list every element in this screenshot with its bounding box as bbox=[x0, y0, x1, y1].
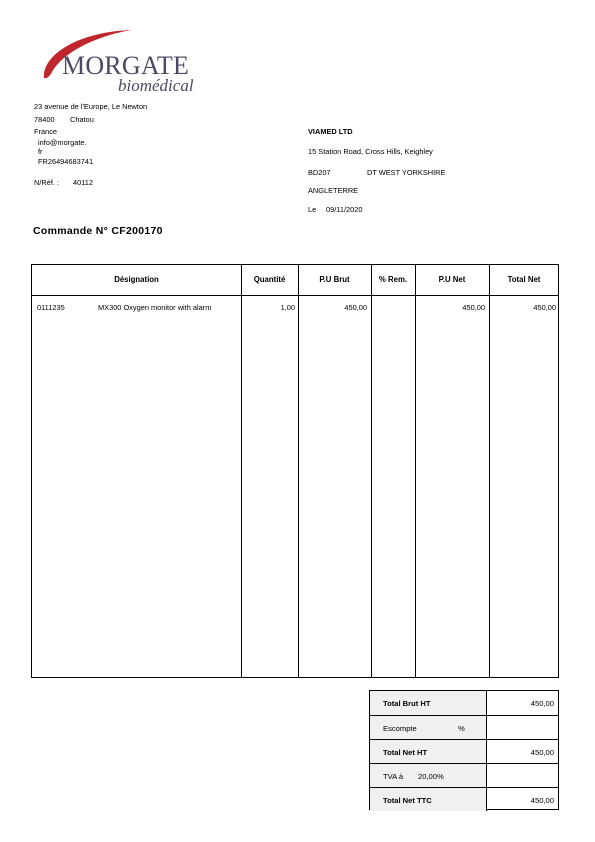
recipient-region: DT WEST YORKSHIRE bbox=[367, 168, 446, 177]
header-pu-net: P.U Net bbox=[438, 275, 466, 284]
company-email-tld: fr bbox=[38, 147, 43, 156]
header-total-net: Total Net bbox=[507, 275, 541, 284]
totals-box bbox=[369, 690, 559, 810]
total-net-ht-value: 450,00 bbox=[530, 748, 554, 757]
total-net-ht-row bbox=[370, 739, 558, 763]
company-address: 23 avenue de l'Europe, Le Newton bbox=[34, 102, 148, 111]
tva-label: TVA à bbox=[383, 772, 404, 781]
row-label: MX300 Oxygen monitor with alarm bbox=[98, 303, 212, 312]
recipient-country: ANGLETERRE bbox=[308, 186, 359, 195]
company-ref-value: 40112 bbox=[73, 178, 94, 187]
company-vat: FR26494683741 bbox=[38, 157, 94, 166]
total-net-ht-label: Total Net HT bbox=[370, 740, 487, 763]
company-postcode: 78400 bbox=[34, 115, 55, 124]
order-date: 09/11/2020 bbox=[326, 205, 363, 214]
company-logo bbox=[36, 26, 196, 96]
row-quantity: 1,00 bbox=[280, 303, 295, 312]
company-ref-label: N/Réf. : bbox=[34, 178, 60, 187]
recipient-street: 15 Station Road, Cross Hills, Keighley bbox=[308, 147, 433, 156]
order-title: Commande N° CF200170 bbox=[33, 225, 163, 237]
row-total-net: 450,00 bbox=[533, 303, 556, 312]
recipient-name: VIAMED LTD bbox=[308, 127, 353, 136]
company-email: info@morgate. bbox=[38, 138, 87, 147]
header-designation: Désignation bbox=[114, 275, 159, 284]
column-divider bbox=[371, 265, 372, 677]
tva-value bbox=[487, 764, 558, 787]
total-net-ttc-value: 450,00 bbox=[530, 796, 554, 805]
escompte-value bbox=[487, 716, 558, 739]
escompte-pct: % bbox=[458, 724, 465, 733]
row-code: 0111235 bbox=[37, 303, 65, 312]
column-divider bbox=[298, 265, 299, 677]
total-brut-ht-label: Total Brut HT bbox=[370, 691, 487, 715]
company-country: France bbox=[34, 127, 58, 136]
row-pu-brut: 450,00 bbox=[344, 303, 367, 312]
company-city: Chatou bbox=[70, 115, 94, 124]
tva-label-cell bbox=[370, 764, 487, 787]
total-brut-ht-value: 450,00 bbox=[530, 699, 554, 708]
row-pu-net: 450,00 bbox=[462, 303, 485, 312]
column-divider bbox=[489, 265, 490, 677]
escompte-label: Escompte bbox=[383, 724, 417, 733]
tva-row bbox=[370, 763, 558, 787]
header-pu-brut: P.U Brut bbox=[319, 275, 350, 284]
header-quantity: Quantité bbox=[253, 275, 286, 284]
column-divider bbox=[241, 265, 242, 677]
date-label: Le bbox=[308, 205, 317, 214]
order-lines-table bbox=[31, 264, 559, 678]
header-remise: % Rem. bbox=[378, 275, 408, 284]
logo-brand-text: MORGATE bbox=[62, 51, 190, 80]
total-net-ttc-row bbox=[370, 787, 558, 811]
escompte-row bbox=[370, 715, 558, 739]
total-brut-ht-row bbox=[370, 691, 558, 715]
logo-sub-text: biomédical bbox=[118, 76, 194, 95]
escompte-label-cell bbox=[370, 716, 487, 739]
tva-rate: 20,00% bbox=[418, 772, 444, 781]
recipient-postcode: BD207 bbox=[308, 168, 331, 177]
total-net-ttc-label: Total Net TTC bbox=[370, 788, 487, 811]
column-divider bbox=[415, 265, 416, 677]
